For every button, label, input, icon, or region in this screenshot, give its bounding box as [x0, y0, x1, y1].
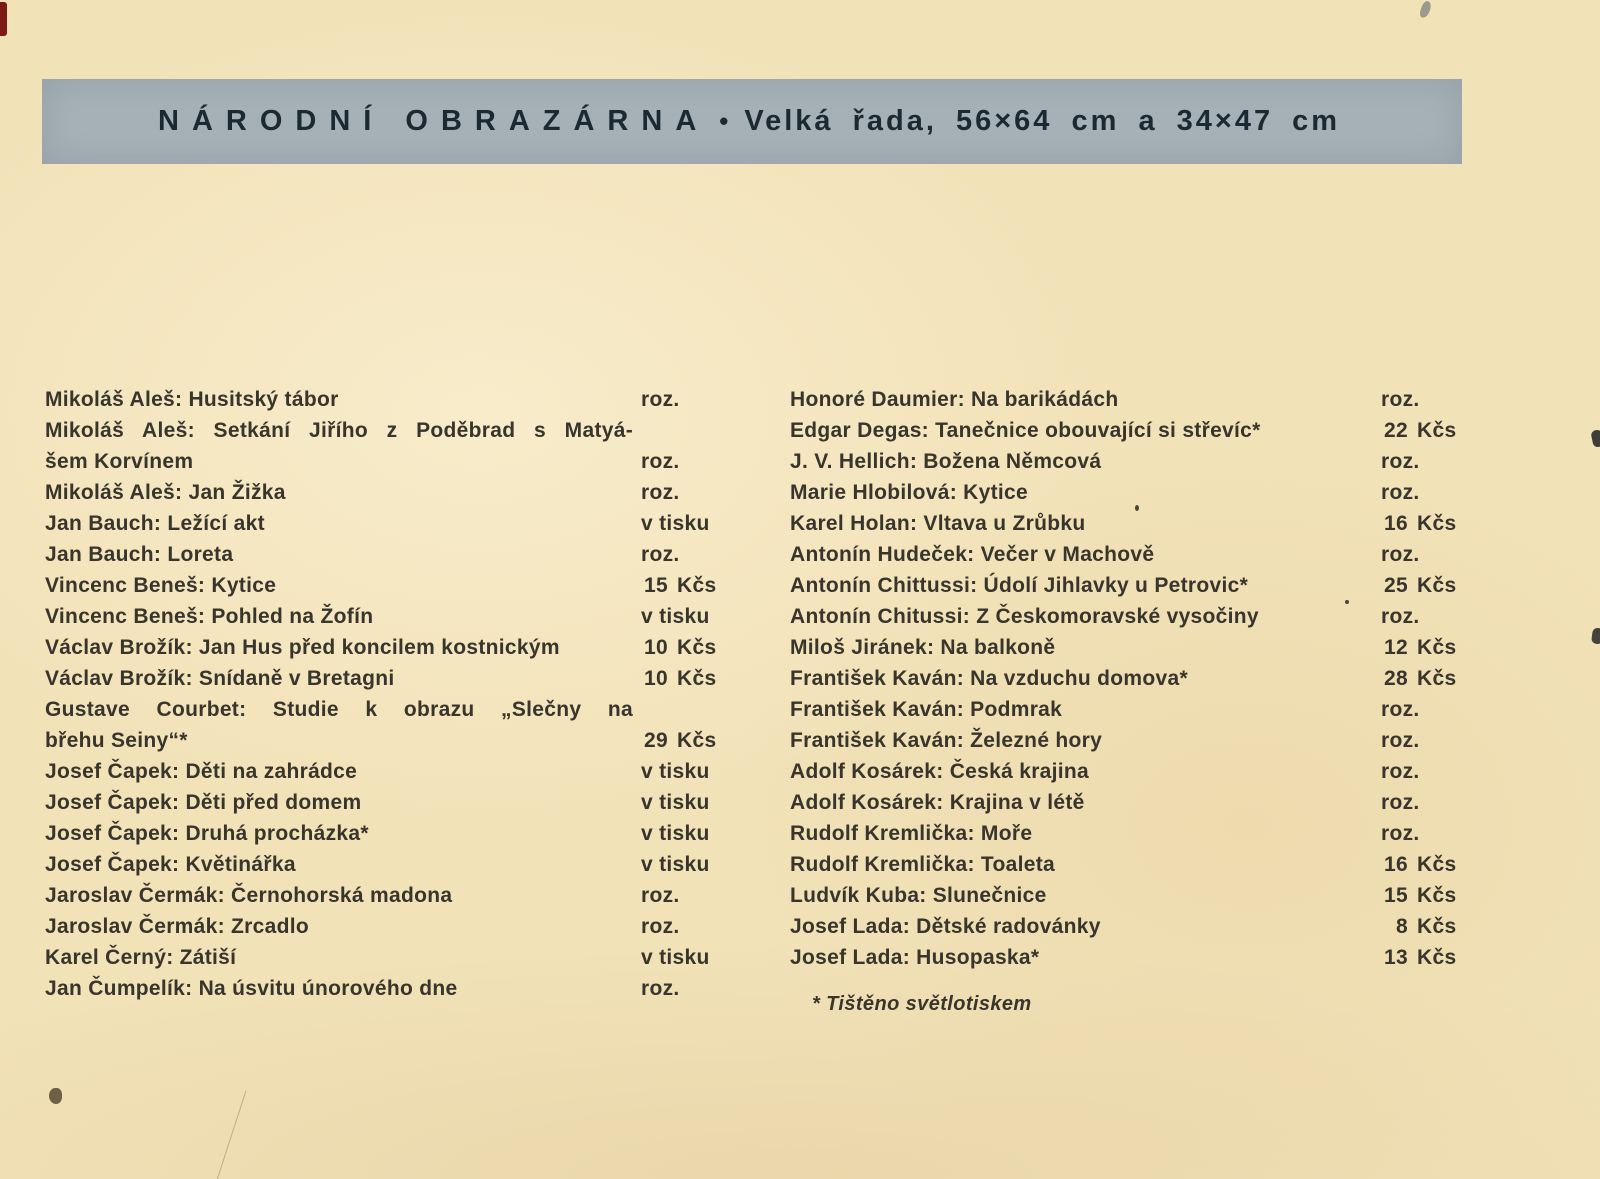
artwork-title: Vincenc Beneš: Kytice [45, 574, 277, 597]
artwork-title: Josef Čapek: Druhá procházka* [45, 822, 369, 845]
artwork-title: Antonín Chittussi: Údolí Jihlavky u Petrovic* [790, 574, 1249, 597]
list-item [45, 787, 733, 818]
price-unit: Kčs [1417, 667, 1457, 690]
price-or-status [641, 570, 733, 601]
price-number: 29 [644, 729, 668, 752]
catalog-list [45, 384, 1465, 1020]
artwork-title: Antonín Chitussi: Z Českomoravské vysočiny [790, 605, 1259, 628]
price-unit: Kčs [1417, 853, 1457, 876]
price-or-status [641, 632, 733, 663]
price-or-status [1381, 508, 1465, 539]
list-item [790, 632, 1465, 663]
title-line: Gustave Courbet: Studie k obrazu „Slečny na [45, 698, 633, 721]
price-number: 8 [1396, 915, 1408, 938]
price-or-status: roz. [641, 481, 680, 504]
list-item [790, 384, 1465, 415]
price-number: 15 [1384, 884, 1408, 907]
artwork-title: J. V. Hellich: Božena Němcová [790, 450, 1102, 473]
list-item [45, 880, 733, 911]
list-item [790, 694, 1465, 725]
price-number: 13 [1384, 946, 1408, 969]
list-item [45, 818, 733, 849]
price-unit: Kčs [1417, 915, 1457, 938]
list-item [790, 880, 1465, 911]
page-title: NÁRODNÍ OBRAZÁRNA [158, 105, 710, 137]
right-column [790, 384, 1465, 1020]
price-number: 16 [1384, 853, 1408, 876]
artwork-title: Antonín Hudeček: Večer v Machově [790, 543, 1155, 566]
price-unit: Kčs [1417, 946, 1457, 969]
artwork-title: Josef Čapek: Děti před domem [45, 791, 362, 814]
price-or-status: roz. [1381, 729, 1420, 752]
price-or-status: roz. [641, 915, 680, 938]
price-or-status [1381, 880, 1465, 911]
price-or-status: roz. [1381, 481, 1420, 504]
price-or-status: v tisku [641, 853, 710, 876]
price-or-status: roz. [641, 543, 680, 566]
artwork-title: František Kaván: Železné hory [790, 729, 1103, 752]
price-or-status: v tisku [641, 946, 710, 969]
list-item [790, 787, 1465, 818]
artwork-title: Edgar Degas: Tanečnice obouvající si střevíc* [790, 419, 1261, 442]
list-item [790, 849, 1465, 880]
price-number: 10 [644, 667, 668, 690]
header-text [158, 105, 1340, 138]
price-or-status [1381, 415, 1465, 446]
price-unit: Kčs [677, 729, 717, 752]
list-item [45, 601, 733, 632]
price-unit: Kčs [1417, 574, 1457, 597]
list-item [45, 973, 733, 1004]
price-number: 28 [1384, 667, 1408, 690]
header-band [42, 79, 1462, 164]
artwork-title: Karel Holan: Vltava u Zrůbku [790, 512, 1086, 535]
list-item [45, 942, 733, 973]
list-item [790, 942, 1465, 973]
artwork-title: Jaroslav Čermák: Zrcadlo [45, 915, 309, 938]
artwork-title: Josef Lada: Dětské radovánky [790, 915, 1101, 938]
artwork-title [45, 694, 641, 756]
price-number: 25 [1384, 574, 1408, 597]
artwork-title: Mikoláš Aleš: Husitský tábor [45, 388, 339, 411]
footnote: * Tištěno světlotiskem [812, 993, 1032, 1015]
artwork-title: Miloš Jiránek: Na balkoně [790, 636, 1056, 659]
right-edge-ink-mark [1591, 627, 1600, 644]
list-item [45, 539, 733, 570]
artwork-title: František Kaván: Na vzduchu domova* [790, 667, 1188, 690]
list-item [45, 663, 733, 694]
artwork-title: Václav Brožík: Jan Hus před koncilem kostnickým [45, 636, 560, 659]
price-or-status: v tisku [641, 512, 710, 535]
list-item [790, 601, 1465, 632]
list-item [45, 508, 733, 539]
list-item [790, 725, 1465, 756]
artwork-title: Vincenc Beneš: Pohled na Žofín [45, 605, 374, 628]
list-item [790, 663, 1465, 694]
list-item [45, 756, 733, 787]
list-item [45, 570, 733, 601]
list-item [45, 632, 733, 663]
list-item [790, 818, 1465, 849]
artwork-title: Václav Brožík: Snídaně v Bretagni [45, 667, 395, 690]
price-or-status: v tisku [641, 791, 710, 814]
price-or-status: roz. [1381, 698, 1420, 721]
price-unit: Kčs [677, 667, 717, 690]
price-or-status: roz. [1381, 605, 1420, 628]
artwork-title: Rudolf Kremlička: Toaleta [790, 853, 1055, 876]
red-ink-corner-mark [0, 2, 7, 36]
gray-smudge-mark [1419, 0, 1433, 19]
price-unit: Kčs [1417, 512, 1457, 535]
artwork-title: Jaroslav Čermák: Černohorská madona [45, 884, 453, 907]
price-or-status [1381, 911, 1465, 942]
list-item [790, 477, 1465, 508]
price-or-status: v tisku [641, 605, 710, 628]
bullet-separator: • [719, 106, 729, 136]
artwork-title [45, 415, 641, 477]
artwork-title: Jan Bauch: Loreta [45, 543, 234, 566]
list-item [45, 477, 733, 508]
price-or-status [641, 725, 733, 756]
title-line: břehu Seiny“* [45, 729, 188, 752]
artwork-title: Josef Čapek: Děti na zahrádce [45, 760, 358, 783]
price-or-status [1381, 849, 1465, 880]
artwork-title: Honoré Daumier: Na barikádách [790, 388, 1119, 411]
title-line: šem Korvínem [45, 450, 194, 473]
artwork-title: Ludvík Kuba: Slunečnice [790, 884, 1047, 907]
price-or-status: roz. [1381, 822, 1420, 845]
price-or-status [1381, 942, 1465, 973]
artwork-title: Jan Bauch: Ležící akt [45, 512, 265, 535]
price-or-status [1381, 570, 1465, 601]
artwork-title: Josef Čapek: Květinářka [45, 853, 296, 876]
list-item [790, 446, 1465, 477]
price-or-status: roz. [1381, 791, 1420, 814]
artwork-title: Adolf Kosárek: Krajina v létě [790, 791, 1085, 814]
price-number: 10 [644, 636, 668, 659]
paper-blob-mark [49, 1088, 62, 1104]
list-item [45, 694, 733, 756]
artwork-title: Mikoláš Aleš: Jan Žižka [45, 481, 286, 504]
price-unit: Kčs [1417, 636, 1457, 659]
price-or-status: roz. [1381, 543, 1420, 566]
list-item [790, 911, 1465, 942]
artwork-title: František Kaván: Podmrak [790, 698, 1063, 721]
left-column [45, 384, 733, 1020]
price-or-status: roz. [641, 884, 680, 907]
right-edge-ink-mark [1590, 429, 1600, 448]
list-item [790, 508, 1465, 539]
price-or-status: v tisku [641, 760, 710, 783]
price-or-status [1381, 663, 1465, 694]
list-item [790, 539, 1465, 570]
price-or-status: roz. [1381, 760, 1420, 783]
list-item [45, 911, 733, 942]
list-item [790, 570, 1465, 601]
price-or-status [641, 663, 733, 694]
price-or-status: roz. [641, 977, 680, 1000]
price-unit: Kčs [677, 636, 717, 659]
price-unit: Kčs [677, 574, 717, 597]
price-or-status: v tisku [641, 822, 710, 845]
list-item [45, 415, 733, 477]
list-item [45, 384, 733, 415]
title-line: Mikoláš Aleš: Setkání Jiřího z Poděbrad s Matyá- [45, 419, 633, 442]
artwork-title: Karel Černý: Zátiší [45, 946, 237, 969]
artwork-title: Marie Hlobilová: Kytice [790, 481, 1028, 504]
price-number: 16 [1384, 512, 1408, 535]
artwork-title: Rudolf Kremlička: Moře [790, 822, 1033, 845]
price-or-status: roz. [641, 450, 680, 473]
artwork-title: Josef Lada: Husopaska* [790, 946, 1040, 969]
artwork-title: Adolf Kosárek: Česká krajina [790, 760, 1090, 783]
price-number: 12 [1384, 636, 1408, 659]
price-number: 15 [644, 574, 668, 597]
price-or-status [1381, 632, 1465, 663]
artwork-title: Jan Čumpelík: Na úsvitu únorového dne [45, 977, 458, 1000]
price-or-status: roz. [1381, 388, 1420, 411]
price-unit: Kčs [1417, 884, 1457, 907]
price-or-status: roz. [641, 388, 680, 411]
list-item [790, 756, 1465, 787]
page-subtitle: Velká řada, 56×64 cm a 34×47 cm [744, 105, 1341, 137]
price-or-status: roz. [1381, 450, 1420, 473]
scratch-line [210, 1090, 246, 1179]
list-item [45, 849, 733, 880]
price-number: 22 [1384, 419, 1408, 442]
price-unit: Kčs [1417, 419, 1457, 442]
list-item [790, 415, 1465, 446]
